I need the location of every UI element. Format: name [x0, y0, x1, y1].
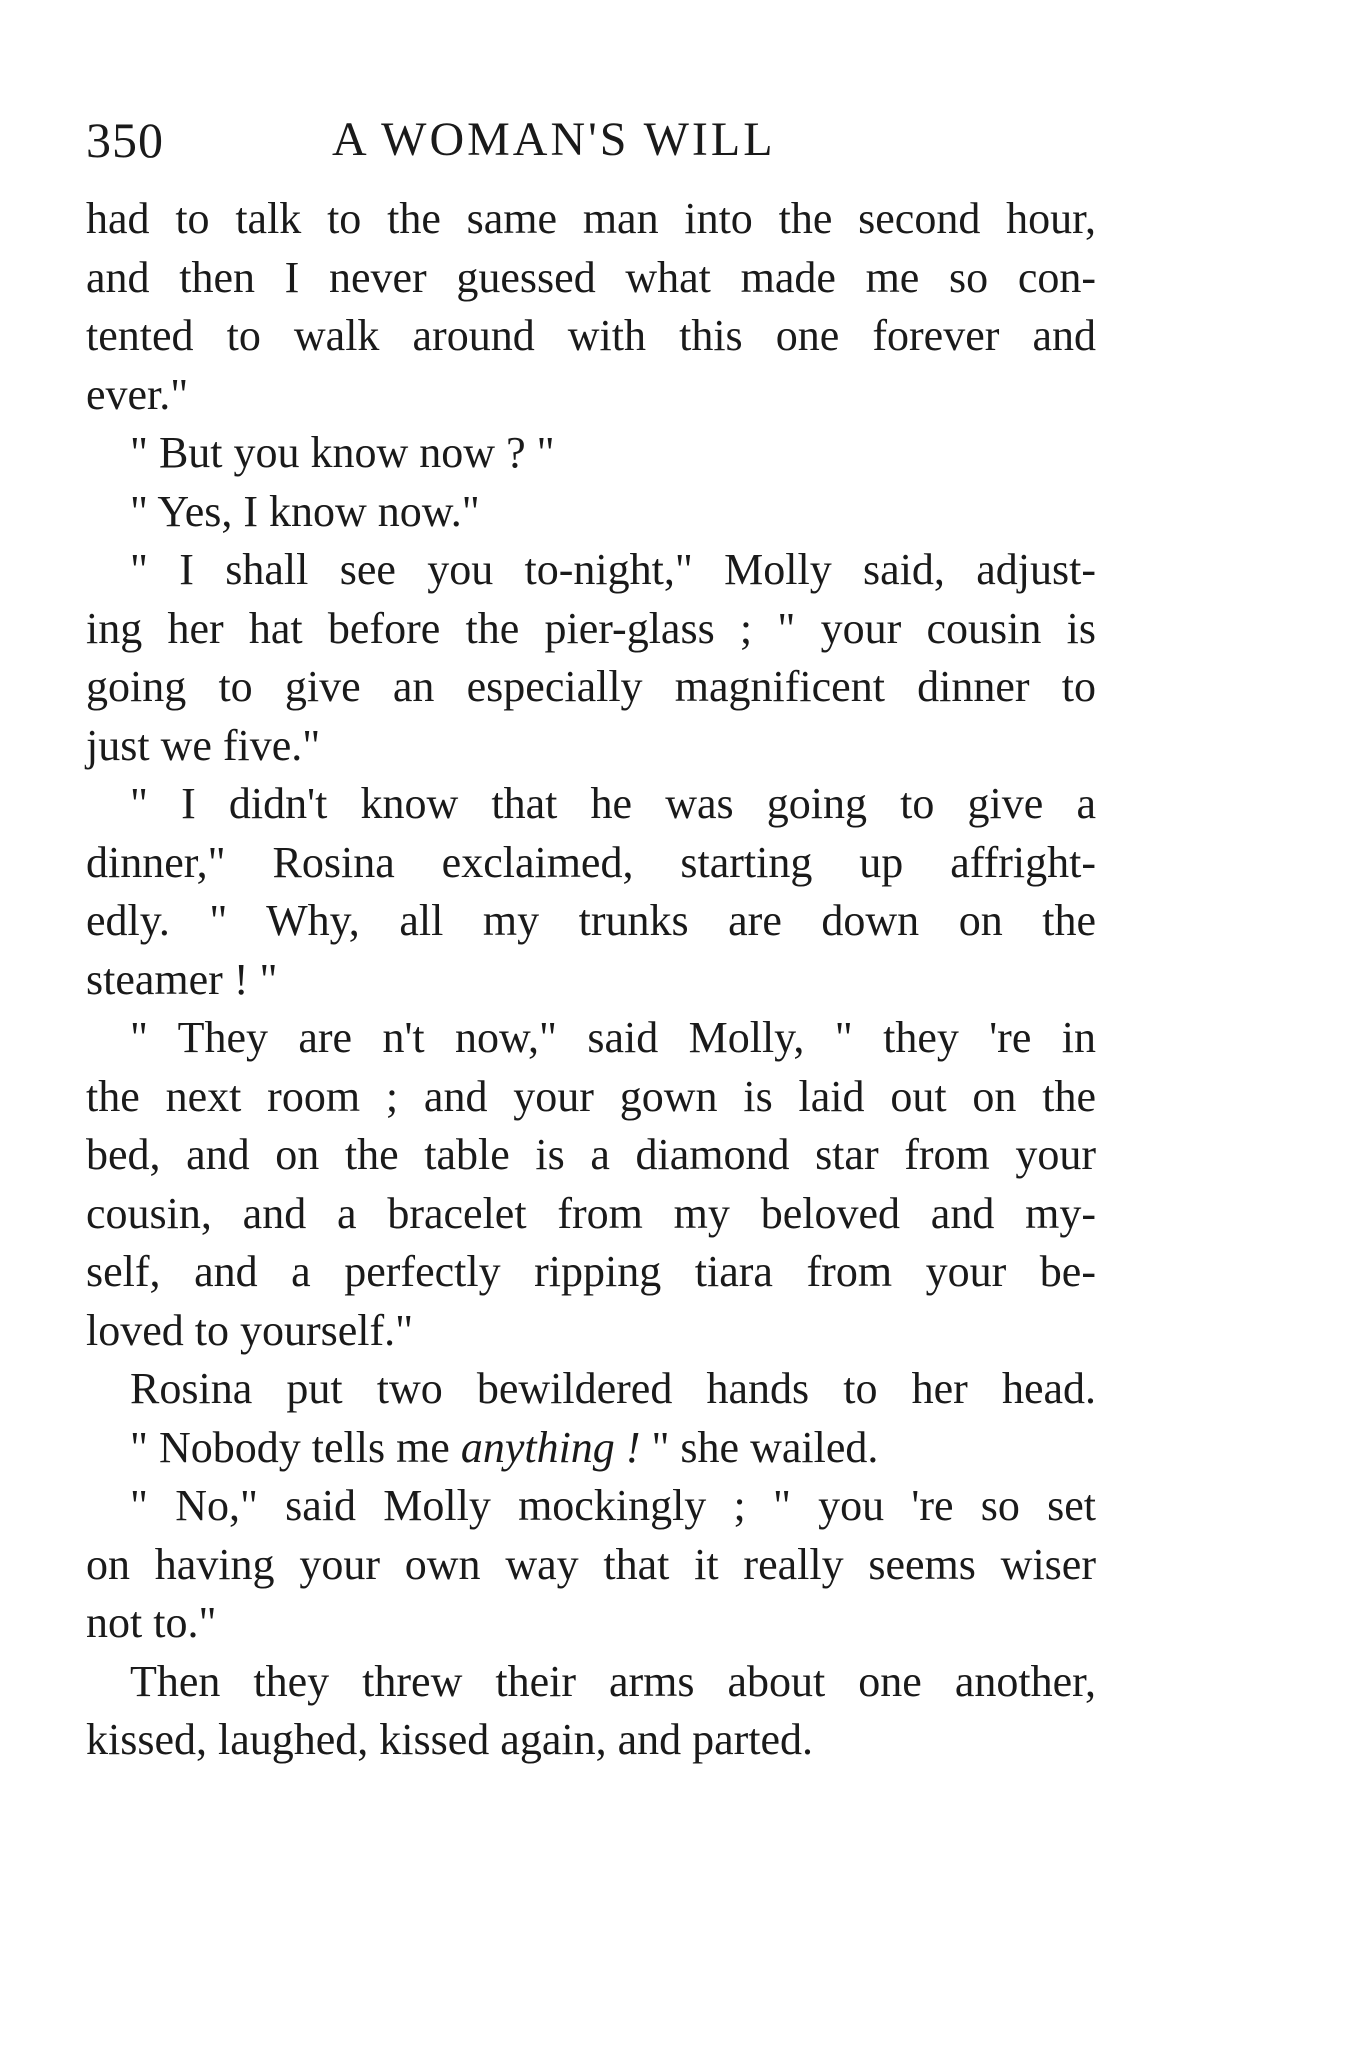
text-line: " Yes, I know now.": [130, 486, 480, 536]
body-text: [86, 190, 1096, 1770]
page-number: 350: [86, 112, 164, 168]
text-line: " But you know now ? ": [130, 428, 555, 477]
text-line: Rosina put two bewildered hands to her head.: [130, 1364, 1096, 1413]
text-line: steamer ! ": [86, 954, 278, 1004]
text-line: not to.": [86, 1598, 217, 1647]
running-title: A WOMAN'S WILL: [332, 113, 776, 166]
text-line: " I shall see you to-night," Molly said, adjust-: [130, 545, 1096, 594]
text-line: on having your own way that it really seems wiser: [86, 1539, 1096, 1589]
text-line: " I didn't know that he was going to give a: [130, 779, 1096, 828]
text-line: had to talk to the same man into the second hour,: [86, 194, 1096, 243]
text-line: [86, 1419, 1096, 1478]
text-line: self, and a perfectly ripping tiara from your be-: [86, 1247, 1096, 1296]
text-line: edly. " Why, all my trunks are down on the: [86, 896, 1096, 945]
text-segment: " Nobody tells me: [130, 1422, 461, 1472]
text-line: going to give an especially magnificent dinner to: [86, 662, 1096, 711]
text-line: ever.": [86, 369, 189, 419]
text-line: the next room ; and your gown is laid out on the: [86, 1071, 1096, 1121]
text-line: " No," said Molly mockingly ; " you 're so set: [130, 1481, 1096, 1530]
text-segment: " she wailed.: [640, 1422, 879, 1472]
text-line: dinner," Rosina exclaimed, starting up affright-: [86, 837, 1096, 887]
text-line: ing her hat before the pier-glass ; " your cousin is: [86, 603, 1096, 653]
text-line: loved to yourself.": [86, 1305, 414, 1355]
text-line: " They are n't now," said Molly, " they 're in: [130, 1013, 1096, 1062]
text-line: cousin, and a bracelet from my beloved and my-: [86, 1188, 1096, 1238]
text-line: tented to walk around with this one forever and: [86, 311, 1096, 360]
text-line: Then they threw their arms about one another,: [130, 1656, 1096, 1706]
text-line: bed, and on the table is a diamond star from your: [86, 1130, 1096, 1179]
italic-word: anything !: [460, 1422, 641, 1472]
text-line: and then I never guessed what made me so con-: [86, 252, 1096, 302]
text-line: kissed, laughed, kissed again, and parted.: [86, 1715, 814, 1764]
text-line: just we five.": [86, 720, 321, 770]
page-header: [86, 100, 1096, 180]
